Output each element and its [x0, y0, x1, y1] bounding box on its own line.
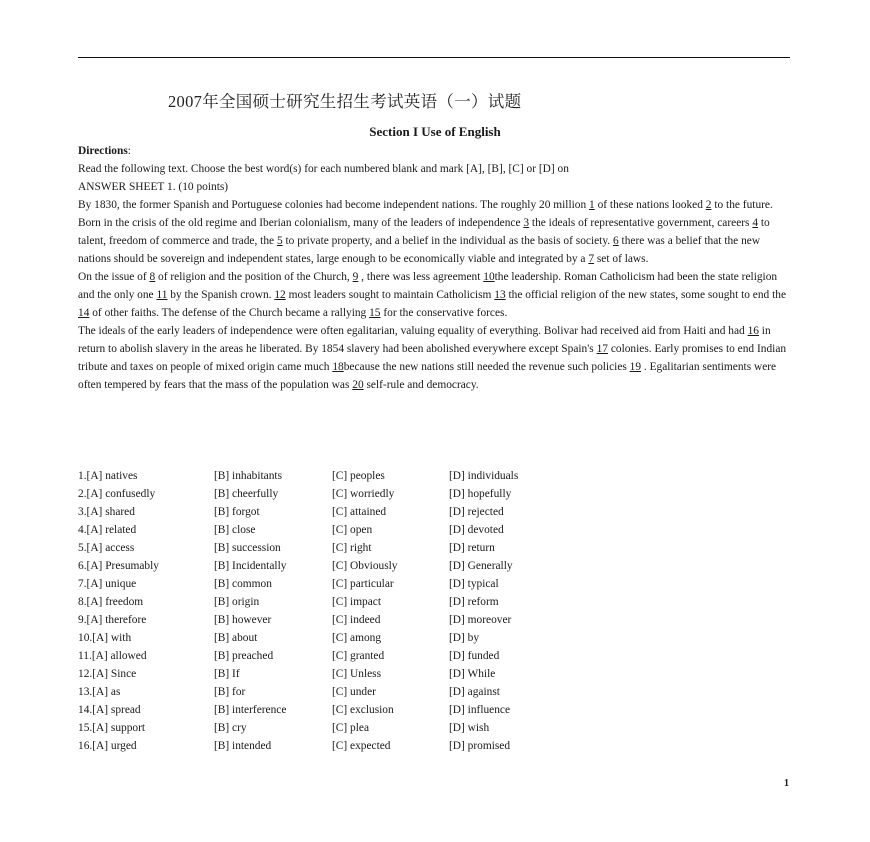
option-b: [B] cry	[214, 722, 247, 734]
question-row	[78, 737, 569, 755]
option-c: [C] granted	[332, 650, 385, 662]
option-b: [B] intended	[214, 740, 272, 752]
blank-number: 7	[588, 253, 595, 265]
passage-text: of these nations looked	[594, 199, 706, 211]
option-b: [B] common	[214, 578, 272, 590]
option-c: [C] Unless	[332, 668, 382, 680]
option-c: [C] Obviously	[332, 560, 398, 572]
option-d: [D] Generally	[449, 560, 513, 572]
passage-text: colonies. Early promises to end Indian tribute and taxes on people of mixed origin came much	[78, 343, 787, 373]
header-rule	[78, 57, 790, 58]
blank-number: 14	[78, 307, 90, 319]
option-d: [D] against	[449, 686, 500, 698]
passage-text: . Egalitarian sentiments were often tempered by fears that the mass of the population was	[78, 361, 777, 391]
option-d: [D] funded	[449, 650, 500, 662]
option-a: 7.[A] unique	[78, 578, 137, 590]
question-row	[78, 665, 569, 683]
question-row	[78, 647, 569, 665]
option-b: [B] interference	[214, 704, 287, 716]
blank-number: 16	[747, 325, 759, 337]
option-d: [D] typical	[449, 578, 499, 590]
passage-text: most leaders sought to maintain Catholicism	[285, 289, 495, 301]
option-a: 4.[A] related	[78, 524, 137, 536]
option-a: 8.[A] freedom	[78, 596, 144, 608]
option-b: [B] for	[214, 686, 246, 698]
option-c: [C] indeed	[332, 614, 381, 626]
option-d: [D] return	[449, 542, 495, 554]
passage-text: set of laws.	[594, 253, 649, 265]
passage-text: The ideals of the early leaders of independence were often egalitarian, valuing equality of everything. Bolivar had received aid from Haiti and had	[78, 325, 748, 337]
blank-number: 11	[156, 289, 168, 301]
passage-paragraph-3	[78, 322, 794, 394]
option-a: 3.[A] shared	[78, 506, 135, 518]
option-d: [D] rejected	[449, 506, 504, 518]
blank-number: 17	[596, 343, 608, 355]
passage-text: for the conservative forces.	[380, 307, 508, 319]
option-a: 1.[A] natives	[78, 470, 138, 482]
blank-number: 19	[629, 361, 642, 373]
option-d: [D] While	[449, 668, 496, 680]
directions-line-1: Read the following text. Choose the best word(s) for each numbered blank and mark [A], [B], [C] or [D] on	[78, 163, 569, 175]
option-a: 12.[A] Since	[78, 668, 137, 680]
option-c: [C] impact	[332, 596, 382, 608]
document-body	[78, 142, 794, 394]
option-c: [C] right	[332, 542, 372, 554]
option-a: 14.[A] spread	[78, 704, 141, 716]
directions-heading	[78, 142, 794, 160]
question-row	[78, 701, 569, 719]
blank-number: 2	[705, 199, 712, 211]
passage-text: On the issue of	[78, 271, 150, 283]
option-c: [C] peoples	[332, 470, 385, 482]
option-d: [D] reform	[449, 596, 499, 608]
blank-number: 1	[589, 199, 595, 211]
question-row	[78, 521, 569, 539]
blank-number: 5	[276, 235, 283, 247]
option-b: [B] If	[214, 668, 240, 680]
question-row	[78, 719, 569, 737]
passage-text: to the future. Born in the crisis of the old regime and Iberian colonialism, many of the leaders of independence	[78, 199, 773, 229]
option-c: [C] among	[332, 632, 382, 644]
directions-text	[78, 160, 794, 196]
option-b: [B] origin	[214, 596, 260, 608]
passage-text: self-rule and democracy.	[363, 379, 479, 391]
blank-number: 15	[369, 307, 381, 319]
question-row	[78, 539, 569, 557]
passage-paragraph-1	[78, 196, 794, 268]
option-a: 11.[A] allowed	[78, 650, 147, 662]
section-heading	[0, 124, 870, 140]
option-b: [B] succession	[214, 542, 281, 554]
page-number: 1	[784, 778, 789, 789]
passage-text: because the new nations still needed the revenue such policies	[343, 361, 630, 373]
option-d: [D] individuals	[449, 470, 519, 482]
question-row	[78, 611, 569, 629]
option-a: 5.[A] access	[78, 542, 135, 554]
option-d: [D] hopefully	[449, 488, 512, 500]
section-heading-text: Section I Use of English	[369, 124, 501, 139]
option-d: [D] by	[449, 632, 480, 644]
directions-label: Directions	[78, 145, 128, 157]
option-c: [C] attained	[332, 506, 387, 518]
option-a: 6.[A] Presumably	[78, 560, 159, 572]
option-c: [C] worriedly	[332, 488, 395, 500]
passage-text: , there was less agreement	[358, 271, 484, 283]
passage-text: the official religion of the new states, some sought to end the	[505, 289, 787, 301]
option-d: [D] wish	[449, 722, 490, 734]
option-b: [B] about	[214, 632, 258, 644]
option-c: [C] exclusion	[332, 704, 394, 716]
blank-number: 10	[483, 271, 495, 283]
option-b: [B] forgot	[214, 506, 260, 518]
blank-number: 18	[332, 361, 344, 373]
passage-text: to private property, and a belief in the individual as the basis of society.	[282, 235, 613, 247]
question-row	[78, 575, 569, 593]
option-a: 15.[A] support	[78, 722, 146, 734]
passage-text: there was a belief that the new nations should be sovereign and independent states, large enough to be economically viable and integrated by a	[78, 235, 761, 265]
option-d: [D] devoted	[449, 524, 504, 536]
option-c: [C] particular	[332, 578, 394, 590]
passage-paragraph-2	[78, 268, 794, 322]
blank-number: 3	[523, 217, 530, 229]
blank-number: 12	[274, 289, 286, 301]
option-b: [B] Incidentally	[214, 560, 287, 572]
blank-number: 4	[752, 217, 759, 229]
option-d: [D] moreover	[449, 614, 512, 626]
option-a: 9.[A] therefore	[78, 614, 147, 626]
blank-number: 8	[149, 271, 156, 283]
directions-colon: :	[127, 145, 131, 157]
option-c: [C] expected	[332, 740, 391, 752]
option-c: [C] plea	[332, 722, 370, 734]
passage-text: by the Spanish crown.	[167, 289, 275, 301]
exam-title: 2007年全国硕士研究生招生考试英语（一）试题	[168, 92, 522, 111]
question-row	[78, 467, 569, 485]
passage-text: the ideals of representative government, careers	[529, 217, 753, 229]
directions-line-2: ANSWER SHEET 1. (10 points)	[78, 181, 229, 193]
option-b: [B] cheerfully	[214, 488, 279, 500]
passage-text: in return to abolish slavery in the areas he liberated. By 1854 slavery had been abolished everywhere except Spain's	[78, 325, 771, 355]
question-row	[78, 593, 569, 611]
option-a: 16.[A] urged	[78, 740, 137, 752]
blank-number: 9	[352, 271, 359, 283]
passage-text: to talent, freedom of commerce and trade, the	[78, 217, 770, 247]
blank-number: 13	[494, 289, 506, 301]
question-row	[78, 629, 569, 647]
passage-text: By 1830, the former Spanish and Portuguese colonies had become independent nations. The roughly 20 million	[78, 199, 590, 211]
blank-number: 6	[612, 235, 619, 247]
passage-text: of religion and the position of the Church,	[155, 271, 353, 283]
option-a: 13.[A] as	[78, 686, 121, 698]
question-row	[78, 683, 569, 701]
option-c: [C] open	[332, 524, 373, 536]
option-b: [B] however	[214, 614, 272, 626]
blank-number: 20	[352, 379, 364, 391]
question-row	[78, 557, 569, 575]
option-c: [C] under	[332, 686, 376, 698]
question-row	[78, 503, 569, 521]
passage-text: the leadership. Roman Catholicism had been the state religion and the only one	[78, 271, 778, 301]
option-a: 10.[A] with	[78, 632, 132, 644]
option-b: [B] close	[214, 524, 256, 536]
option-d: [D] influence	[449, 704, 511, 716]
option-b: [B] preached	[214, 650, 274, 662]
answer-options	[78, 467, 569, 755]
option-a: 2.[A] confusedly	[78, 488, 156, 500]
option-b: [B] inhabitants	[214, 470, 283, 482]
question-row	[78, 485, 569, 503]
passage-text: of other faiths. The defense of the Church became a rallying	[89, 307, 370, 319]
option-d: [D] promised	[449, 740, 511, 752]
